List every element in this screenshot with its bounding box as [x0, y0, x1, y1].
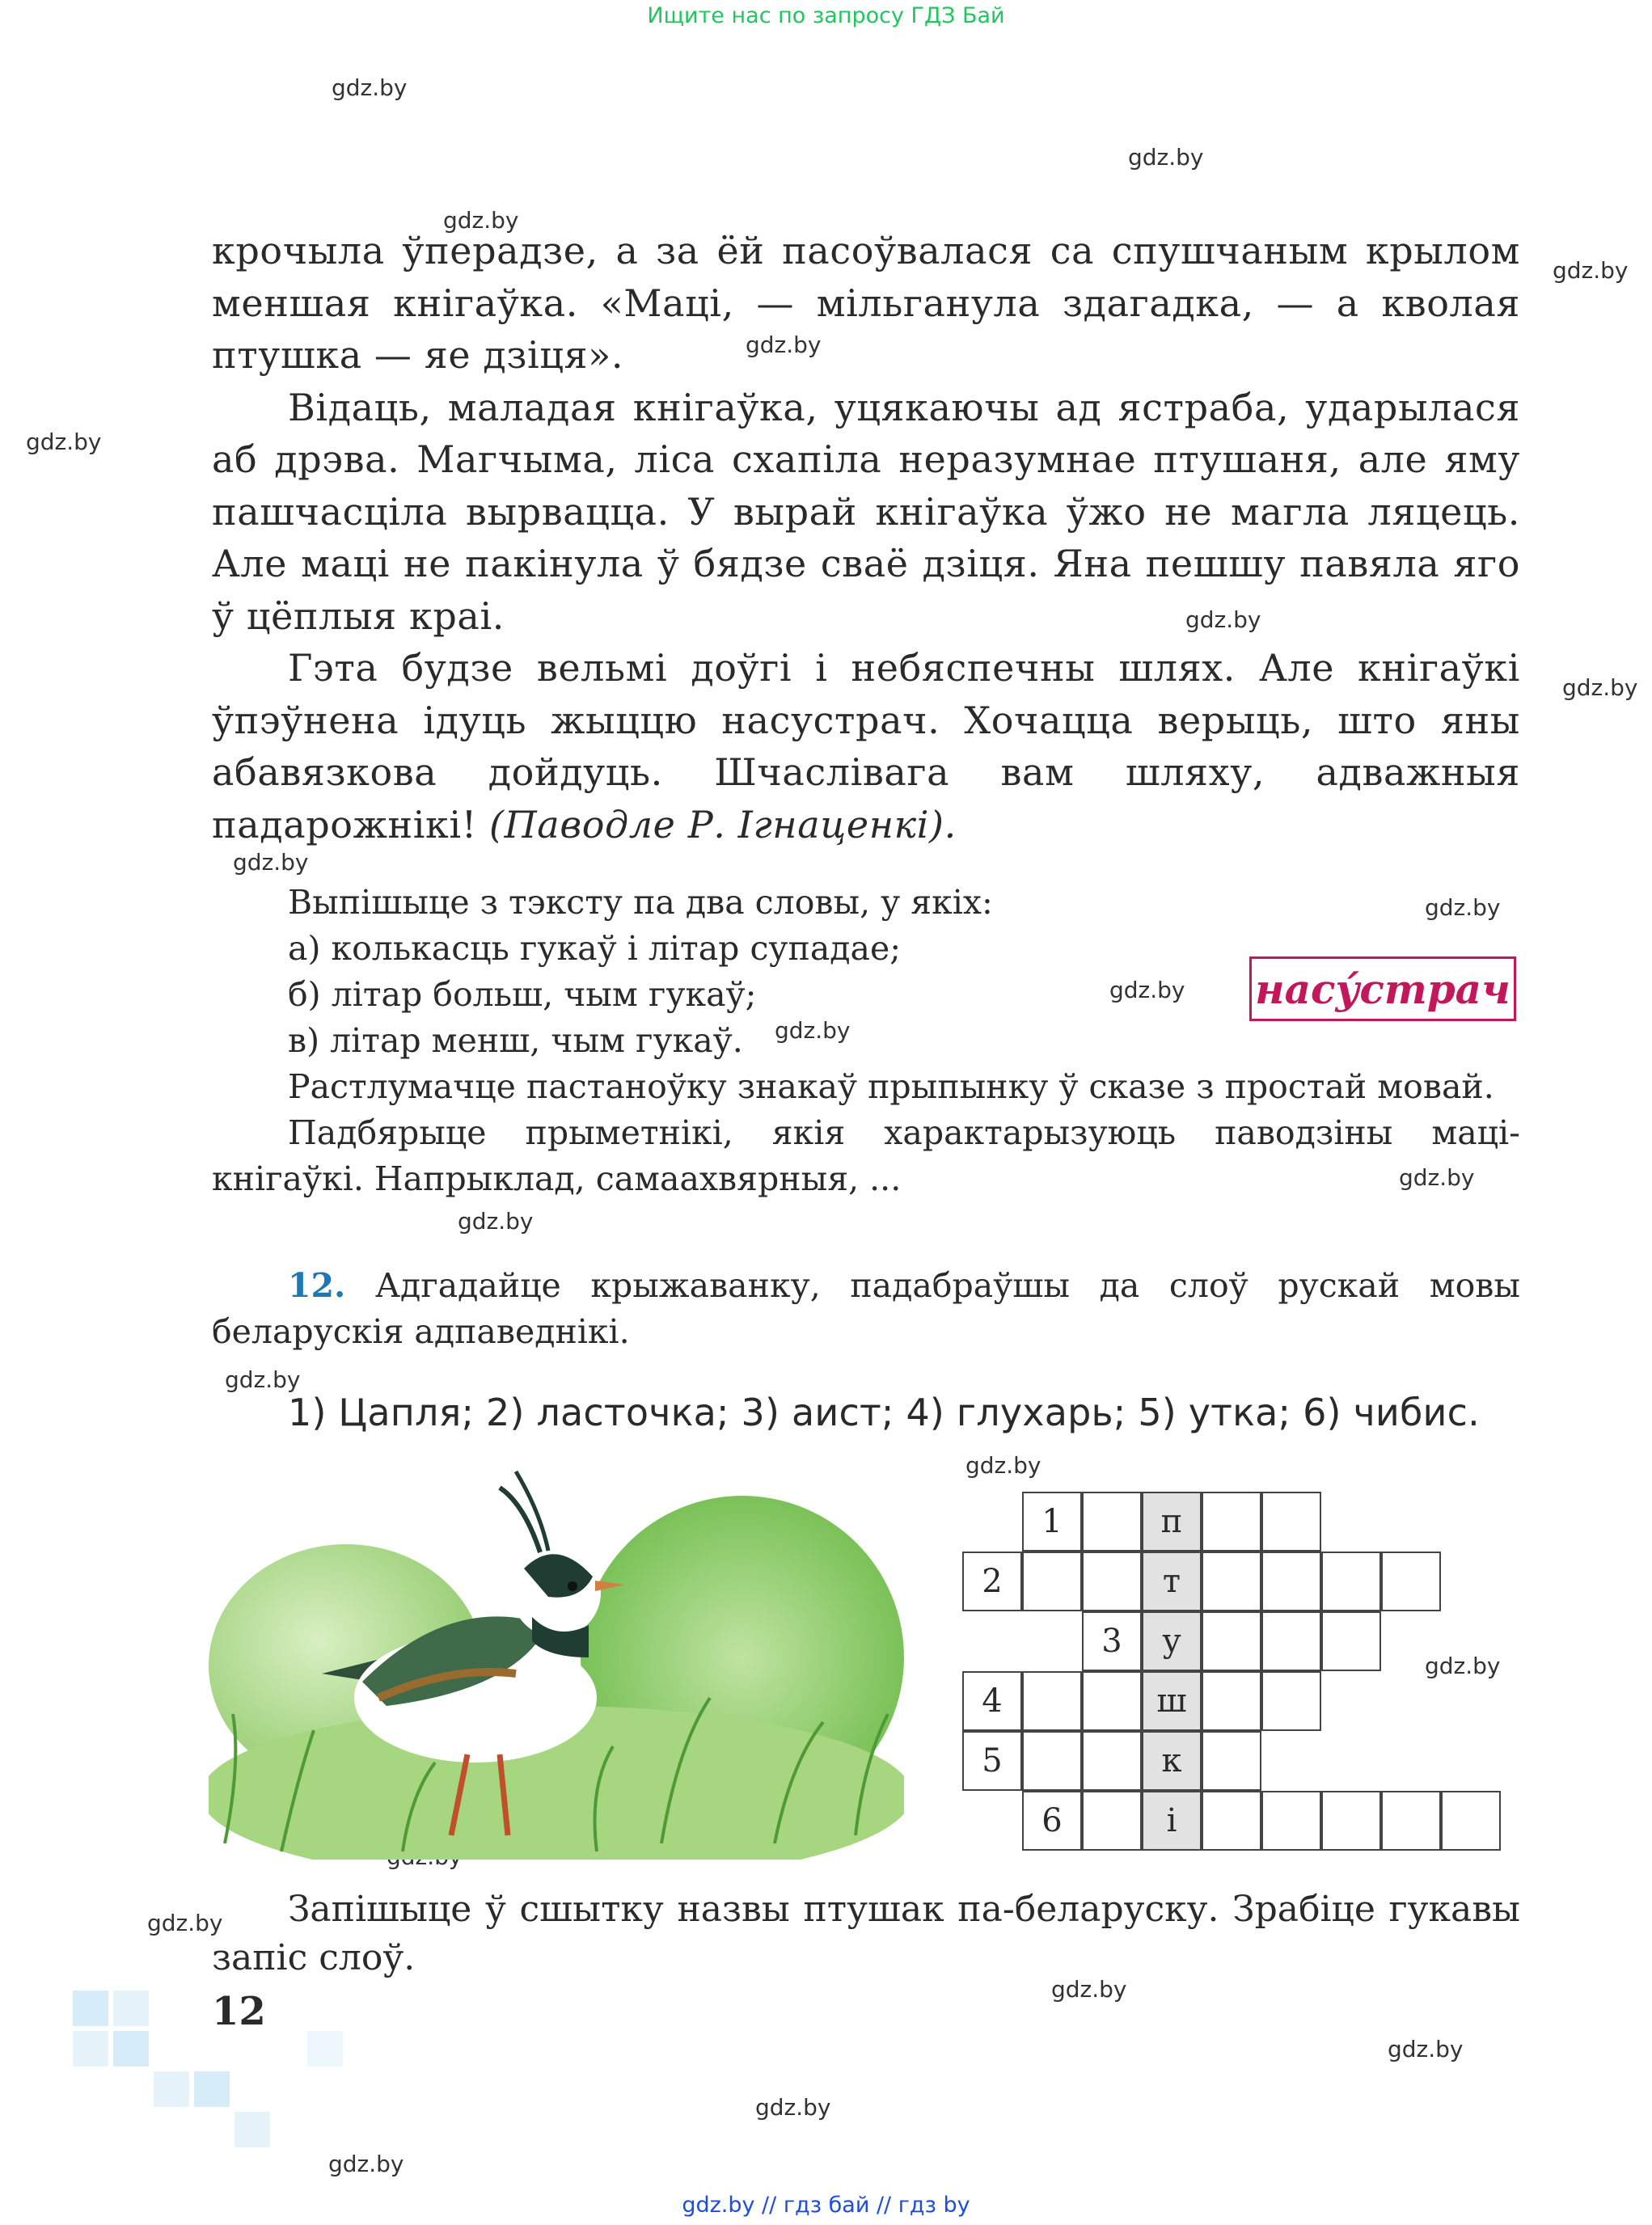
watermark: gdz.by: [965, 1452, 1041, 1479]
crossword-cell: [1202, 1671, 1261, 1731]
crossword-key-cell: і: [1142, 1791, 1202, 1851]
crossword-cell: [1202, 1492, 1261, 1552]
crossword-row-number: 5: [962, 1731, 1022, 1791]
crossword-cell: [1202, 1552, 1261, 1611]
watermark: gdz.by: [1109, 977, 1185, 1003]
decorative-square: [307, 2031, 343, 2067]
task-punctuation: Растлумачце пастаноўку знакаў прыпынку ў сказе з простай мовай.: [288, 1067, 1494, 1106]
decorative-square: [73, 1991, 108, 2026]
task-intro: Выпішыце з тэксту па два словы, у якіх:: [288, 883, 993, 922]
watermark: gdz.by: [1051, 1976, 1127, 2003]
crossword-row-number: 6: [1022, 1791, 1082, 1851]
watermark: gdz.by: [443, 207, 519, 234]
watermark: gdz.by: [1425, 894, 1501, 921]
exercise-12-text: Адгадайце крыжаванку, падабраўшы да слоў рускай мовы беларускія адпаведнікі.: [212, 1266, 1520, 1351]
exercise-12: [212, 1263, 1520, 1355]
decorative-square: [113, 2031, 149, 2067]
watermark: gdz.by: [1388, 2036, 1464, 2062]
crossword-row-number: 1: [1022, 1492, 1082, 1552]
watermark: gdz.by: [1562, 674, 1638, 701]
watermark: gdz.by: [1425, 1653, 1501, 1679]
story-paragraph-1: крочыла ўперадзе, а за ёй пасоўвалася са спушчаным крылом меншая кнігаўка. «Маці, — мільганула здагадка, — а кволая птушка — яе дзіця».: [212, 229, 1520, 377]
story-paragraph-3: [212, 642, 1520, 851]
watermark: gdz.by: [332, 74, 408, 101]
task-b: б) літар больш, чым гукаў;: [288, 975, 757, 1014]
lapwing-illustration: [209, 1455, 904, 1860]
watermark: gdz.by: [775, 1017, 851, 1044]
watermark: gdz.by: [225, 1366, 301, 1393]
watermark: gdz.by: [1128, 144, 1204, 171]
story-paragraph-2: Відаць, маладая кнігаўка, уцякаючы ад ястраба, ударылася аб дрэва. Магчыма, ліса схапіла неразумнае птушаня, але яму пашчасціла вырвацца. У вырай кнігаўка ўжо не магла ляцець. Але маці не пакінула ў бядзе сваё дзіця. Яна пешшу павяла яго ў цёплыя краі.: [212, 385, 1520, 638]
crossword-cell: [1321, 1611, 1381, 1671]
decorative-square: [154, 2071, 189, 2107]
crossword-cell: [1082, 1791, 1142, 1851]
crossword-cell: [1082, 1671, 1142, 1731]
crossword-grid: [962, 1492, 1520, 1864]
story-paragraph-3-text: Гэта будзе вельмі доўгі і небяспечны шлях. Але кнігаўкі ўпэўнена ідуць жыццю насустрач. Хочацца верыць, што яны абавязкова дойдуць. Шчаслівага вам шляху, адважныя падарожнікі!: [212, 646, 1520, 847]
final-task: [212, 1885, 1520, 1982]
crossword-cell: [1202, 1791, 1261, 1851]
watermark: gdz.by: [233, 849, 309, 876]
crossword-row-number: 4: [962, 1671, 1022, 1731]
task-block: [212, 880, 1520, 1202]
story-text: [212, 225, 1520, 851]
crossword-cell: [1082, 1552, 1142, 1611]
crossword-cell: [1261, 1552, 1321, 1611]
watermark: gdz.by: [1185, 606, 1261, 633]
crossword-cell: [1022, 1552, 1082, 1611]
crossword-row-number: 3: [1082, 1611, 1142, 1671]
watermark: gdz.by: [755, 2094, 831, 2121]
exercise-number: 12.: [288, 1266, 346, 1305]
crossword-cell: [1441, 1791, 1501, 1851]
crossword-cell: [1082, 1731, 1142, 1791]
crossword-key-cell: к: [1142, 1731, 1202, 1791]
decorative-square: [113, 1991, 149, 2026]
crossword-cell: [1261, 1492, 1321, 1552]
watermark: gdz.by: [1553, 257, 1629, 284]
top-banner[interactable]: Ищите нас по запросу ГДЗ Бай: [647, 3, 1005, 28]
crossword-key-cell: у: [1142, 1611, 1202, 1671]
crossword-row-number: 2: [962, 1552, 1022, 1611]
crossword-cell: [1202, 1611, 1261, 1671]
crossword-cell: [1321, 1552, 1381, 1611]
crossword-key-cell: п: [1142, 1492, 1202, 1552]
crossword-cell: [1261, 1791, 1321, 1851]
watermark: gdz.by: [746, 331, 822, 358]
footer-links[interactable]: gdz.by // гдз бай // гдз by: [682, 2193, 970, 2218]
crossword-cell: [1321, 1791, 1381, 1851]
crossword-cell: [1022, 1731, 1082, 1791]
task-a: а) колькасць гукаў і літар супадае;: [288, 929, 902, 968]
watermark: gdz.by: [1399, 1164, 1475, 1191]
decorative-square: [194, 2071, 230, 2107]
crossword-cell: [1381, 1552, 1441, 1611]
crossword-cell: [1381, 1791, 1441, 1851]
decorative-square: [234, 2112, 270, 2147]
task-c: в) літар менш, чым гукаў.: [288, 1021, 743, 1060]
crossword-key-cell: ш: [1142, 1671, 1202, 1731]
task-adjectives: Падбярыце прыметнікі, якія характарызуюць паводзіны маці-кнігаўкі. Напрыклад, самаахвярныя, ...: [212, 1113, 1520, 1198]
watermark: gdz.by: [328, 2151, 404, 2177]
keyword-box: насу́страч: [1249, 956, 1516, 1021]
watermark: gdz.by: [458, 1208, 534, 1235]
source-citation: (Паводле Р. Ігнаценкі).: [489, 802, 957, 847]
crossword-cell: [1261, 1671, 1321, 1731]
crossword-cell: [1082, 1492, 1142, 1552]
watermark: gdz.by: [147, 1910, 223, 1936]
watermark: gdz.by: [26, 429, 102, 455]
decorative-square: [73, 2031, 108, 2067]
page-number: 12: [212, 1989, 266, 2034]
crossword-cell: [1022, 1671, 1082, 1731]
crossword-key-cell: т: [1142, 1552, 1202, 1611]
final-task-text: Запішыце ў сшытку назвы птушак па-беларуску. Зрабіце гукавы запіс слоў.: [212, 1889, 1520, 1978]
crossword-clues: 1) Цапля; 2) ласточка; 3) аист; 4) глухарь; 5) утка; 6) чибис.: [288, 1391, 1480, 1434]
crossword-cell: [1261, 1611, 1321, 1671]
crossword-cell: [1202, 1731, 1261, 1791]
